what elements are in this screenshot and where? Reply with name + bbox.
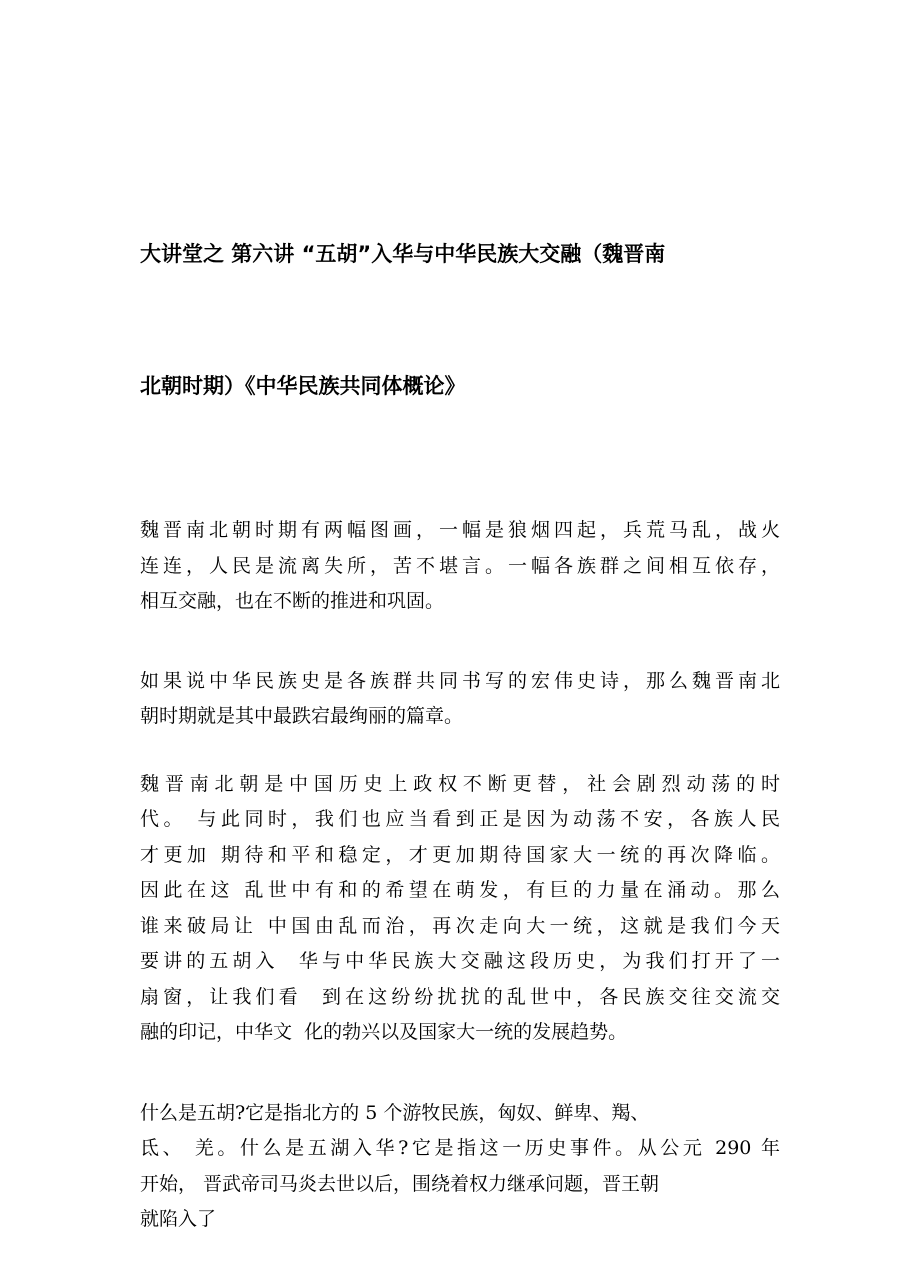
paragraph-line: 就陷入了: [140, 1208, 217, 1230]
title-line-2: 北朝时期）《中华民族共同体概论》: [140, 374, 466, 398]
paragraph-line: 连连，人民是流离失所，苦不堪言。一幅各族群之间相互依存，: [140, 554, 780, 577]
document-page: [140, 144, 780, 1238]
paragraph-line: 魏晋南北朝是中国历史上政权不断更替，社会剧烈动荡的时: [140, 772, 780, 795]
paragraph-4: [140, 1096, 780, 1238]
paragraph-line: 相互交融，也在不断的推进和巩固。: [140, 590, 445, 612]
paragraph-line: 谁来破局让 中国由乱而治，再次走向大一统，这就是我们今天: [140, 914, 780, 937]
paragraph-line: 什么是五胡?它是指北方的 5 个游牧民族，匈奴、鲜卑、羯、: [140, 1101, 650, 1124]
paragraph-line: 如果说中华民族史是各族群共同书写的宏伟史诗，那么魏晋南北: [140, 669, 780, 692]
paragraph-1: [140, 513, 780, 620]
document-title: [140, 144, 780, 496]
paragraph-2: [140, 664, 780, 735]
paragraph-line: 扇窗，让我们看 到在这纷纷扰扰的乱世中，各民族交往交流交: [140, 985, 780, 1008]
paragraph-3: [140, 767, 780, 1051]
paragraph-line: 融的印记，中华文 化的勃兴以及国家大一统的发展趋势。: [140, 1021, 628, 1043]
title-line-1: 大讲堂之 第六讲 “五胡”入华与中华民族大交融（魏晋南: [140, 242, 666, 266]
paragraph-line: 才更加 期待和平和稳定，才更加期待国家大一统的再次降临。: [140, 843, 780, 866]
paragraph-line: 代。 与此同时，我们也应当看到正是因为动荡不安，各族人民: [140, 808, 780, 830]
paragraph-line: 朝时期就是其中最跌宕最绚丽的篇章。: [140, 705, 464, 727]
paragraph-line: 开始， 晋武帝司马炎去世以后，围绕着权力继承问题，晋王朝: [140, 1172, 660, 1195]
paragraph-line: 魏晋南北朝时期有两幅图画，一幅是狼烟四起，兵荒马乱，战火: [140, 519, 780, 541]
paragraph-line: 因此在这 乱世中有和的希望在萌发，有巨的力量在涌动。那么: [140, 879, 780, 901]
paragraph-line: 氐、 羌。什么是五湖入华?它是指这一历史事件。从公元 290 年: [140, 1137, 780, 1159]
paragraph-line: 要讲的五胡入 华与中华民族大交融这段历史，为我们打开了一: [140, 950, 780, 972]
